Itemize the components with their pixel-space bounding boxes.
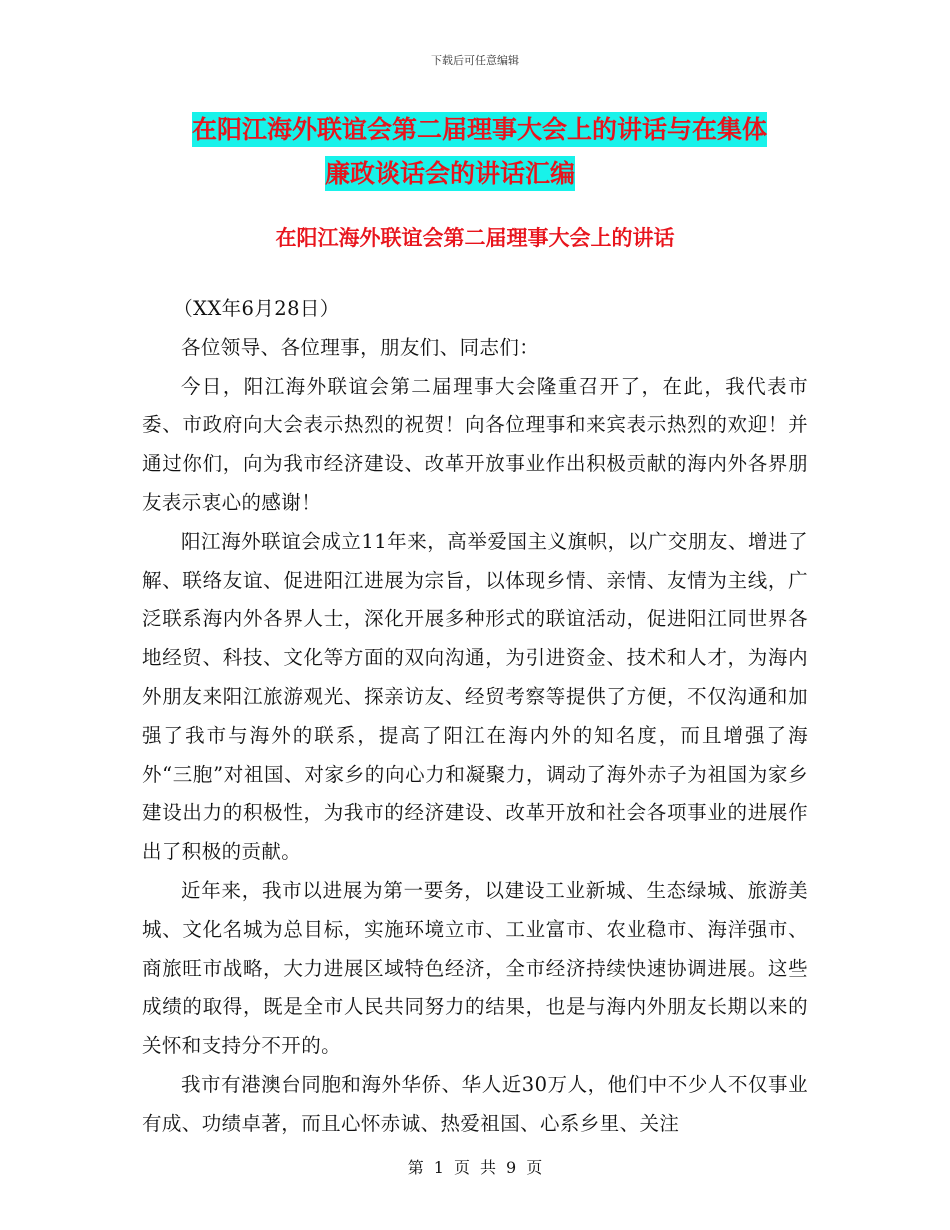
page-footer — [0, 1155, 950, 1178]
total-pages: 9 — [506, 1158, 517, 1177]
paragraph: 今日，阳江海外联谊会第二届理事大会隆重召开了，在此，我代表市委、市政府向大会表示热烈的祝贺！向各位理事和来宾表示热烈的欢迎！并通过你们，向为我市经济建设、改革开放事业作出积极贡献的海内外各界朋友表示衷心的感谢！ — [142, 374, 808, 514]
footer-label-ye: 页 — [453, 1158, 470, 1177]
footer-label-ye-2: 页 — [526, 1158, 543, 1177]
paragraph: 阳江海外联谊会成立11年来，高举爱国主义旗帜，以广交朋友、增进了解、联络友谊、促进阳江进展为宗旨，以体现乡情、亲情、友情为主线，广泛联系海内外各界人士，深化开展多种形式的联谊活动，促进阳江同世界各地经贸、科技、文化等方面的双向沟通，为引进资金、技术和人才，为海内外朋友来阳江旅游观光、探亲访友、经贸考察等提供了方便，不仅沟通和加强了我市与海外的联系，提高了阳江在海内外的知名度，而且增强了海外“三胞”对祖国、对家乡的向心力和凝聚力，调动了海外赤子为祖国为家乡建设出力的积极性，为我市的经济建设、改革开放和社会各项事业的进展作出了积极的贡献。 — [142, 529, 808, 864]
footer-label-di: 第 — [407, 1158, 424, 1177]
title-line-1: 在阳江海外联谊会第二届理事大会上的讲话与在集体 — [192, 112, 767, 147]
header-note: 下载后可任意编辑 — [431, 54, 519, 67]
title-line-2: 廉政谈话会的讲话汇编 — [325, 156, 575, 191]
page-number: 1 — [433, 1158, 444, 1177]
speech-body — [142, 290, 808, 1144]
paragraph: 近年来，我市以进展为第一要务，以建设工业新城、生态绿城、旅游美城、文化名城为总目标，实施环境立市、工业富市、农业稳市、海洋强市、商旅旺市战略，大力进展区域特色经济，全市经济持续快速协调进展。这些成绩的取得，既是全市人民共同努力的结果，也是与海内外朋友长期以来的关怀和支持分不开的。 — [142, 878, 808, 1058]
document-title — [192, 108, 812, 196]
footer-label-gong: 共 — [480, 1158, 497, 1177]
date-line: （XX年6月28日） — [173, 297, 340, 320]
speech-title: 在阳江海外联谊会第二届理事大会上的讲话 — [275, 226, 675, 250]
paragraph: 各位领导、各位理事，朋友们、同志们： — [181, 335, 540, 359]
paragraph: 我市有港澳台同胞和海外华侨、华人近30万人，他们中不少人不仅事业有成、功绩卓著，而且心怀赤诚、热爱祖国、心系乡里、关注 — [142, 1072, 808, 1135]
